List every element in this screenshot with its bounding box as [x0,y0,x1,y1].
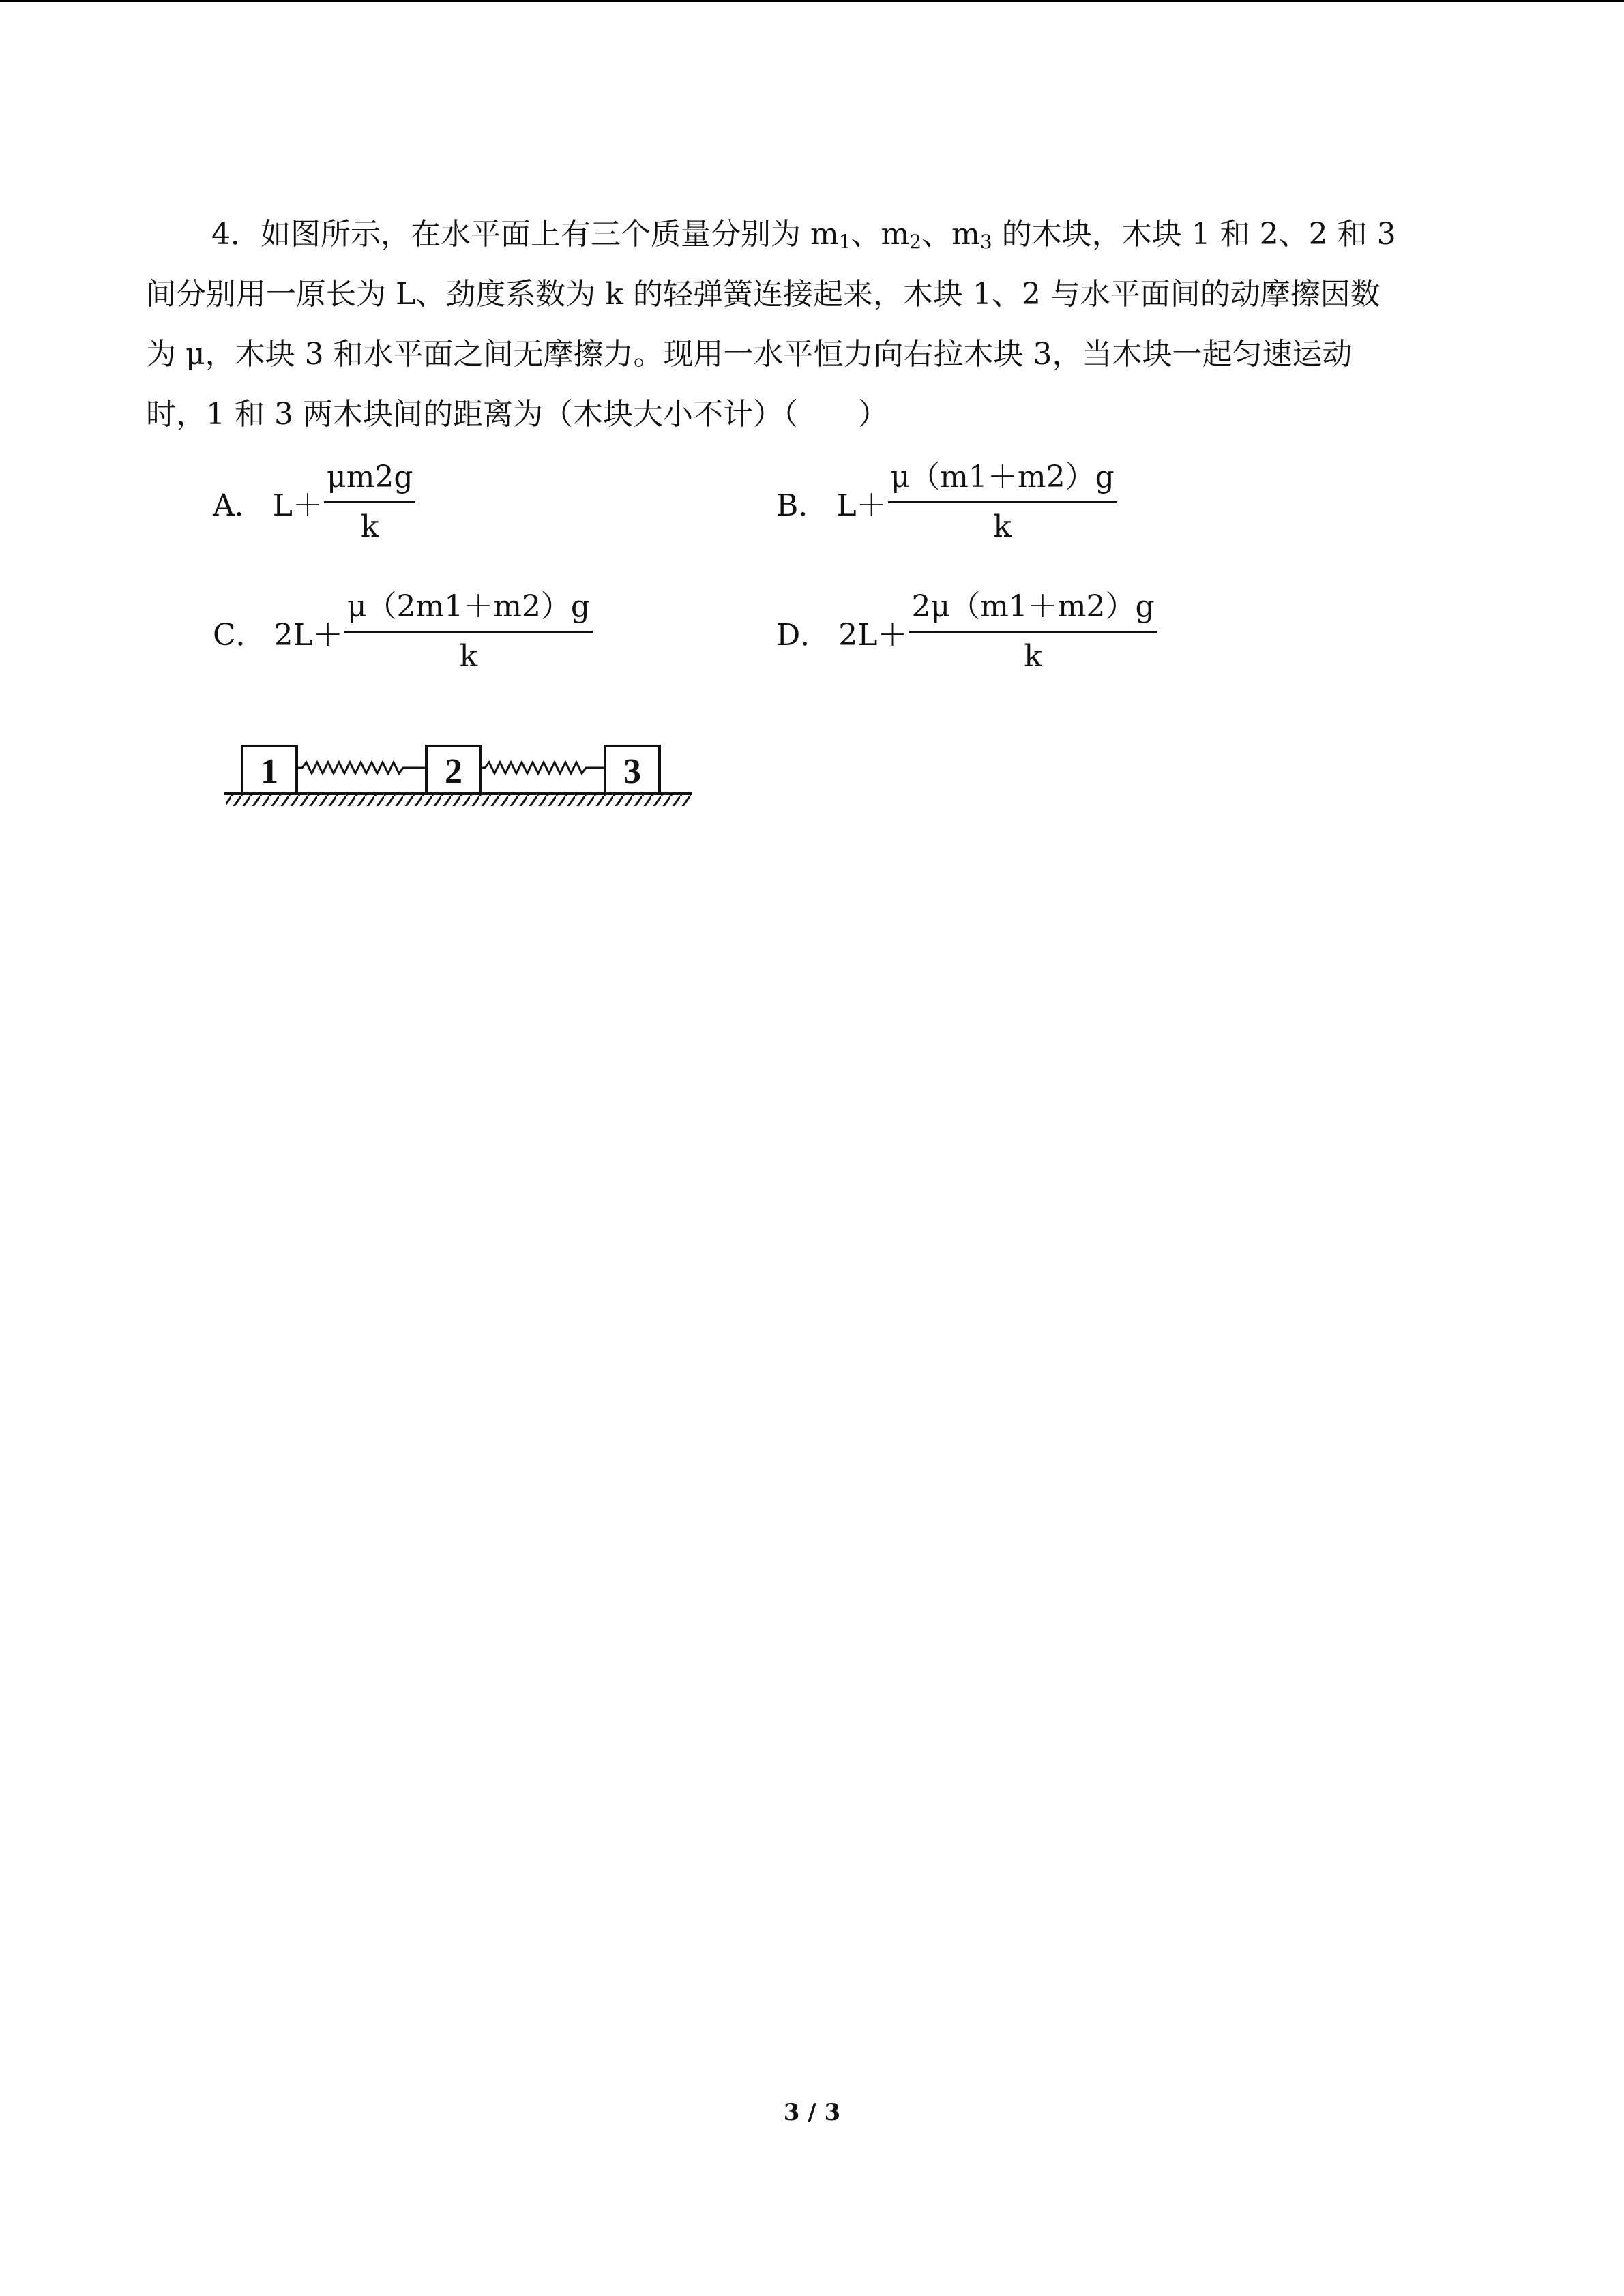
choice-b-denominator: k [993,509,1012,544]
choice-a-fraction [324,453,415,551]
block-2-label: 2 [445,752,462,791]
problem-number: 4． [211,217,261,252]
choice-d-numerator: 2μ（m1＋m2）g [909,583,1157,633]
choice-d[interactable] [776,583,1157,681]
choice-c-fraction [344,583,593,681]
top-border [0,0,1624,2]
choice-d-prefix: 2L＋ [838,617,908,653]
choice-c-numerator: μ（2m1＋m2）g [344,583,593,633]
choice-c-label: C． [213,617,266,653]
choice-d-fraction [909,583,1157,681]
spring-2-3 [481,762,605,773]
problem-line-1: 4．如图所示，在水平面上有三个质量分别为 $m_1$、$m_2$、$m_3$ 的木块，木块 1 和 2、2 和 3 [211,217,1396,253]
page-number: 3 / 3 [783,2099,841,2126]
spring-1-2 [297,762,426,773]
block-3-label: 3 [623,752,641,791]
choice-b-label: B． [776,488,829,523]
problem-line-3: 为 μ，木块 3 和水平面之间无摩擦力。现用一水平恒力向右拉木块 3，当木块一起匀速运动 [146,337,1353,372]
choice-d-label: D． [776,617,831,653]
problem-line-2: 间分别用一原长为 L、劲度系数为 k 的轻弹簧连接起来，木块 1、2 与水平面间的动摩擦因数 [146,277,1381,312]
choice-a-denominator: k [360,509,379,544]
problem-statement [146,205,1483,445]
choice-a-label: A． [213,488,265,523]
choice-b-numerator: μ（m1＋m2）g [888,453,1117,503]
problem-line-4: 时，1 和 3 两木块间的距离为（木块大小不计）（ ） [146,397,888,432]
choice-a[interactable] [213,453,415,551]
choice-c-denominator: k [459,639,478,674]
choice-b-prefix: L＋ [836,488,887,523]
choice-b[interactable] [776,453,1117,551]
choice-a-numerator: μm2g [324,453,415,503]
block-1-label: 1 [261,752,278,791]
choice-d-denominator: k [1024,639,1042,674]
blocks-springs-figure [222,742,699,817]
choice-b-fraction [888,453,1117,551]
choice-a-prefix: L＋ [272,488,323,523]
ground-hatching [226,794,691,806]
choice-c[interactable] [213,583,593,681]
choice-c-prefix: 2L＋ [274,617,343,653]
